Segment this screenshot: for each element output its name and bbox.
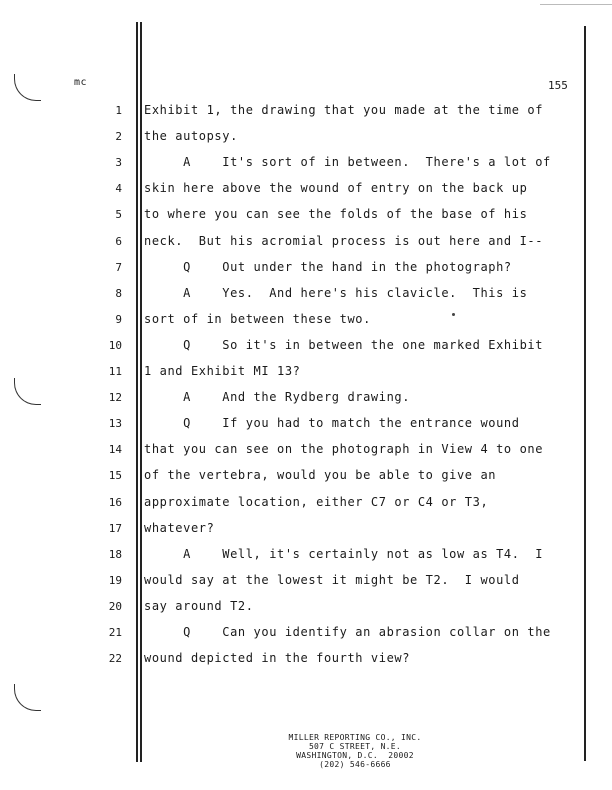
punch-hole-mark-bottom [14,684,41,711]
transcript-line [0,311,612,337]
line-number: 6 [115,234,122,248]
transcript-line [0,233,612,259]
line-text: skin here above the wound of entry on the back up [144,181,528,196]
line-number: 17 [108,521,122,535]
line-number: 9 [115,312,122,326]
line-number: 11 [108,365,122,378]
transcript-line [0,415,612,441]
line-text: Q If you had to match the entrance wound [144,416,520,431]
line-number: 10 [108,338,122,352]
scan-edge-line [540,4,612,5]
scan-speck [452,313,455,316]
transcript-line [0,546,612,572]
line-text: A Well, it's certainly not as low as T4. I [144,546,544,561]
line-text: wound depicted in the fourth view? [144,651,411,666]
transcript-line [0,363,612,389]
page-number: 155 [548,79,568,92]
transcript-line [0,598,612,624]
line-text: A Yes. And here's his clavicle. This is [144,285,528,300]
line-text: to where you can see the folds of the base of his [144,207,528,222]
line-number: 20 [108,599,122,613]
line-text: whatever? [144,520,215,535]
line-text: approximate location, either C7 or C4 or T3, [144,494,489,509]
transcript-line [0,572,612,598]
reporter-footer [250,733,460,769]
line-text: say around T2. [144,598,254,613]
line-number: 12 [108,391,122,405]
line-number: 1 [115,104,122,117]
line-number: 14 [108,443,122,457]
line-text: Q So it's in between the one marked Exhibit [144,337,544,352]
transcript-line [0,389,612,415]
transcript-line [0,259,612,285]
transcript-line [0,467,612,493]
line-number: 15 [108,469,122,483]
line-number: 16 [108,495,122,509]
line-text: would say at the lowest it might be T2. I would [144,572,520,587]
transcript-line [0,520,612,546]
line-text: sort of in between these two. [144,311,371,326]
transcript-line [0,285,612,311]
line-number: 18 [108,547,122,561]
transcript-line [0,650,612,676]
line-number: 4 [115,182,122,196]
line-text: that you can see on the photograph in View 4 to one [144,442,544,457]
line-text: Q Can you identify an abrasion collar on the [144,625,551,639]
footer-company: MILLER REPORTING CO., INC. [288,733,422,742]
line-number: 2 [115,130,122,144]
line-text: A It's sort of in between. There's a lot of [144,155,551,170]
transcript-line [0,128,612,154]
transcript-line [0,206,612,232]
line-text: Q Out under the hand in the photograph? [144,259,512,274]
line-number: 13 [108,417,122,431]
reporter-initials: mc [74,77,88,88]
punch-hole-mark-top [14,74,41,101]
transcript-line [0,337,612,363]
footer-city: WASHINGTON, D.C. 20002 [296,751,414,760]
line-text: the autopsy. [144,129,238,144]
transcript-line [0,624,612,650]
line-text: 1 and Exhibit MI 13? [144,364,301,378]
line-number: 22 [108,652,122,666]
line-number: 7 [115,260,122,274]
footer-street: 507 C STREET, N.E. [308,742,402,751]
transcript-line [0,494,612,520]
line-number: 21 [108,626,122,639]
transcript-line [0,102,612,128]
line-text: of the vertebra, would you be able to give an [144,468,497,483]
transcript-line [0,441,612,467]
transcript-line [0,180,612,206]
transcript-line [0,154,612,180]
line-number: 5 [115,208,122,222]
line-number: 8 [115,286,122,300]
line-text: A And the Rydberg drawing. [144,390,411,405]
line-number: 3 [115,156,122,170]
footer-phone: (202) 546-6666 [319,760,391,769]
line-text: neck. But his acromial process is out here and I-- [144,233,544,248]
line-number: 19 [108,573,122,587]
line-text: Exhibit 1, the drawing that you made at the time of [144,103,544,117]
